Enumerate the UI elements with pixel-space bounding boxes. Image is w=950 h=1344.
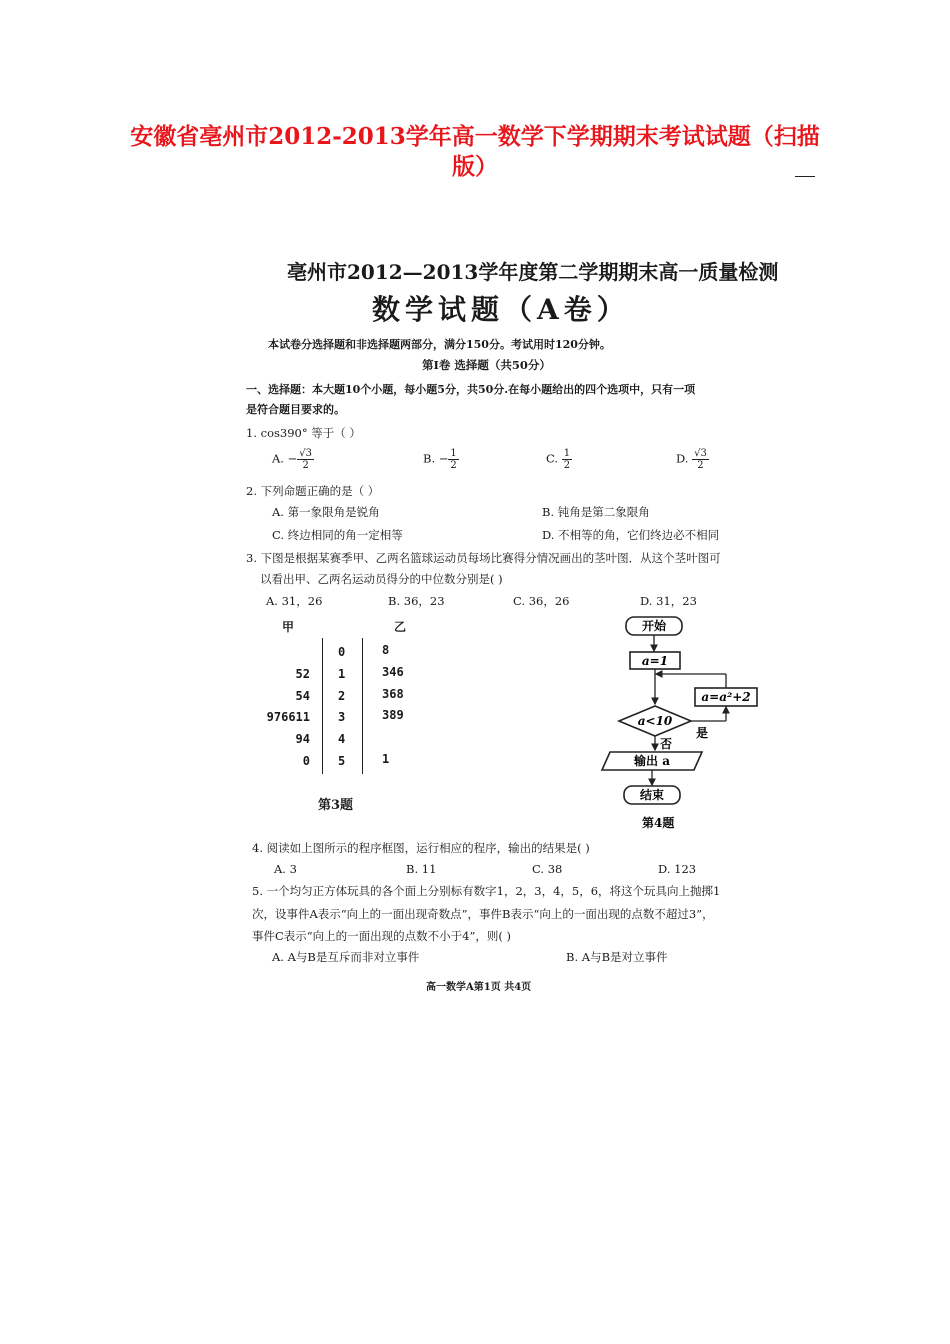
q3-option-b: B. 36，23: [388, 594, 445, 608]
q3-stem-line1: 3. 下图是根据某赛季甲、乙两名篮球运动员每场比赛得分情况画出的茎叶图．从这个茎叶图可: [246, 551, 721, 565]
q1-option-c-fraction: [562, 448, 572, 471]
flow-yes-label: 是: [696, 726, 709, 740]
stemleaf-left-header: 甲: [282, 620, 295, 634]
q5-option-b: B. A与B是对立事件: [566, 950, 668, 964]
q5-option-a: A. A与B是互斥而非对立事件: [272, 950, 420, 964]
stemleaf-right-rule: [362, 638, 363, 774]
q1-option-d: [676, 448, 709, 471]
q1-option-c-label: C.: [546, 451, 562, 466]
part1-title: 第Ⅰ卷 选择题（共50分）: [422, 358, 551, 372]
q1-stem: 1. cos390° 等于（ ）: [246, 426, 361, 440]
stemleaf-row-0-right: 8: [382, 643, 390, 657]
stemleaf-caption: 第3题: [318, 798, 354, 813]
stemleaf-row-3-left: 976611: [266, 710, 310, 724]
q3-option-a: A. 31，26: [266, 594, 323, 608]
q1-option-a-fraction: [297, 448, 314, 471]
section-instruction-line1: 一、选择题：本大题10个小题，每小题5分，共50分.在每小题给出的四个选项中，只有一项: [246, 383, 696, 396]
stemleaf-row-4-stem: 4: [338, 732, 346, 746]
flowchart-caption: 第4题: [642, 816, 675, 830]
q1-option-b: [423, 448, 459, 471]
q1-option-a-label: A. −: [272, 451, 298, 466]
document-title-line1: 安徽省亳州市2012-2013学年高一数学下学期期末考试试题（扫描: [130, 123, 820, 150]
q5-stem-line3: 事件C表示“向上的一面出现的点数不小于4”，则( ): [252, 929, 512, 943]
q2-option-a: A. 第一象限角是锐角: [272, 505, 380, 519]
stemleaf-left-rule: [322, 638, 323, 774]
stemleaf-row-1-left: 52: [295, 667, 310, 681]
flowchart: [590, 610, 765, 840]
q4-option-c: C. 38: [532, 862, 563, 876]
stemleaf-row-2-right: 368: [382, 687, 404, 701]
q2-option-b: B. 钝角是第二象限角: [542, 505, 650, 519]
q4-option-a: A. 3: [274, 862, 297, 876]
q2-stem: 2. 下列命题正确的是（ ）: [246, 484, 380, 498]
q1-option-c: [546, 448, 572, 471]
q3-option-c: C. 36，26: [513, 594, 570, 608]
stemleaf-row-3-stem: 3: [338, 710, 346, 724]
scanned-exam-page: [230, 240, 779, 1000]
flow-init-text: a=1: [641, 654, 669, 668]
flow-no-label: 否: [660, 737, 673, 751]
stemleaf-row-2-left: 54: [295, 689, 310, 703]
flow-end-text: 结束: [639, 788, 665, 802]
fraction-denominator: 2: [450, 460, 457, 471]
stemleaf-row-1-stem: 1: [338, 667, 346, 681]
q2-option-c: C. 终边相同的角一定相等: [272, 528, 403, 542]
fraction-numerator: 1: [450, 448, 457, 459]
document-title: [100, 122, 850, 182]
flow-update-text: a=a²+2: [701, 690, 751, 704]
document-title-line2: 版）: [452, 153, 498, 180]
q4-option-d: D. 123: [658, 862, 697, 876]
fraction-numerator: 1: [563, 448, 571, 459]
fraction-numerator: √3: [299, 448, 312, 459]
stemleaf-row-0-stem: 0: [338, 645, 346, 659]
flow-start-text: 开始: [641, 619, 667, 633]
stemleaf-row-4-left: 94: [295, 732, 310, 746]
title-rule: [795, 176, 815, 177]
stemleaf-row-2-stem: 2: [338, 689, 346, 703]
q5-stem-line2: 次，设事件A表示“向上的一面出现奇数点”，事件B表示“向上的一面出现的点数不超过3”，: [252, 907, 714, 921]
section-instruction-line2: 是符合题目要求的。: [246, 403, 345, 416]
exam-intro: 本试卷分选择题和非选择题两部分，满分150分。考试用时120分钟。: [268, 338, 611, 351]
stemleaf-row-5-right: 1: [382, 752, 390, 766]
flow-condition-text: a<10: [637, 714, 673, 728]
fraction-denominator: 2: [697, 460, 704, 471]
q4-stem: 4. 阅读如上图所示的程序框图，运行相应的程序，输出的结果是( ): [252, 841, 590, 855]
flow-output-text: 输出 a: [634, 754, 670, 768]
exam-header: 亳州市2012—2013学年度第二学期期末高一质量检测: [287, 260, 779, 284]
q2-option-d: D. 不相等的角，它们终边必不相同: [542, 528, 720, 542]
q1-option-d-label: D.: [676, 451, 693, 466]
stemleaf-row-5-left: 0: [302, 754, 310, 768]
q1-option-b-label: B. −: [423, 451, 449, 466]
q1-option-b-fraction: [448, 448, 458, 471]
fraction-denominator: 2: [302, 460, 309, 471]
fraction-denominator: 2: [563, 460, 571, 471]
q3-stem-line2: 以看出甲、乙两名运动员得分的中位数分别是( ): [260, 572, 503, 586]
stemleaf-row-5-stem: 5: [338, 754, 346, 768]
q5-stem-line1: 5. 一个均匀正方体玩具的各个面上分别标有数字1，2，3，4，5，6，将这个玩具向上抛掷1: [252, 884, 721, 898]
fraction-numerator: √3: [694, 448, 707, 459]
q3-option-d: D. 31，23: [640, 594, 697, 608]
q1-option-d-fraction: [692, 448, 709, 471]
page-footer: 高一数学A第1页 共4页: [426, 982, 532, 993]
stemleaf-right-header: 乙: [394, 620, 407, 634]
stemleaf-row-3-right: 389: [382, 708, 404, 722]
q1-option-a: [272, 448, 314, 471]
stemleaf-row-1-right: 346: [382, 665, 404, 679]
exam-subject-title: 数学试题（A卷）: [372, 293, 630, 326]
q4-option-b: B. 11: [406, 862, 437, 876]
